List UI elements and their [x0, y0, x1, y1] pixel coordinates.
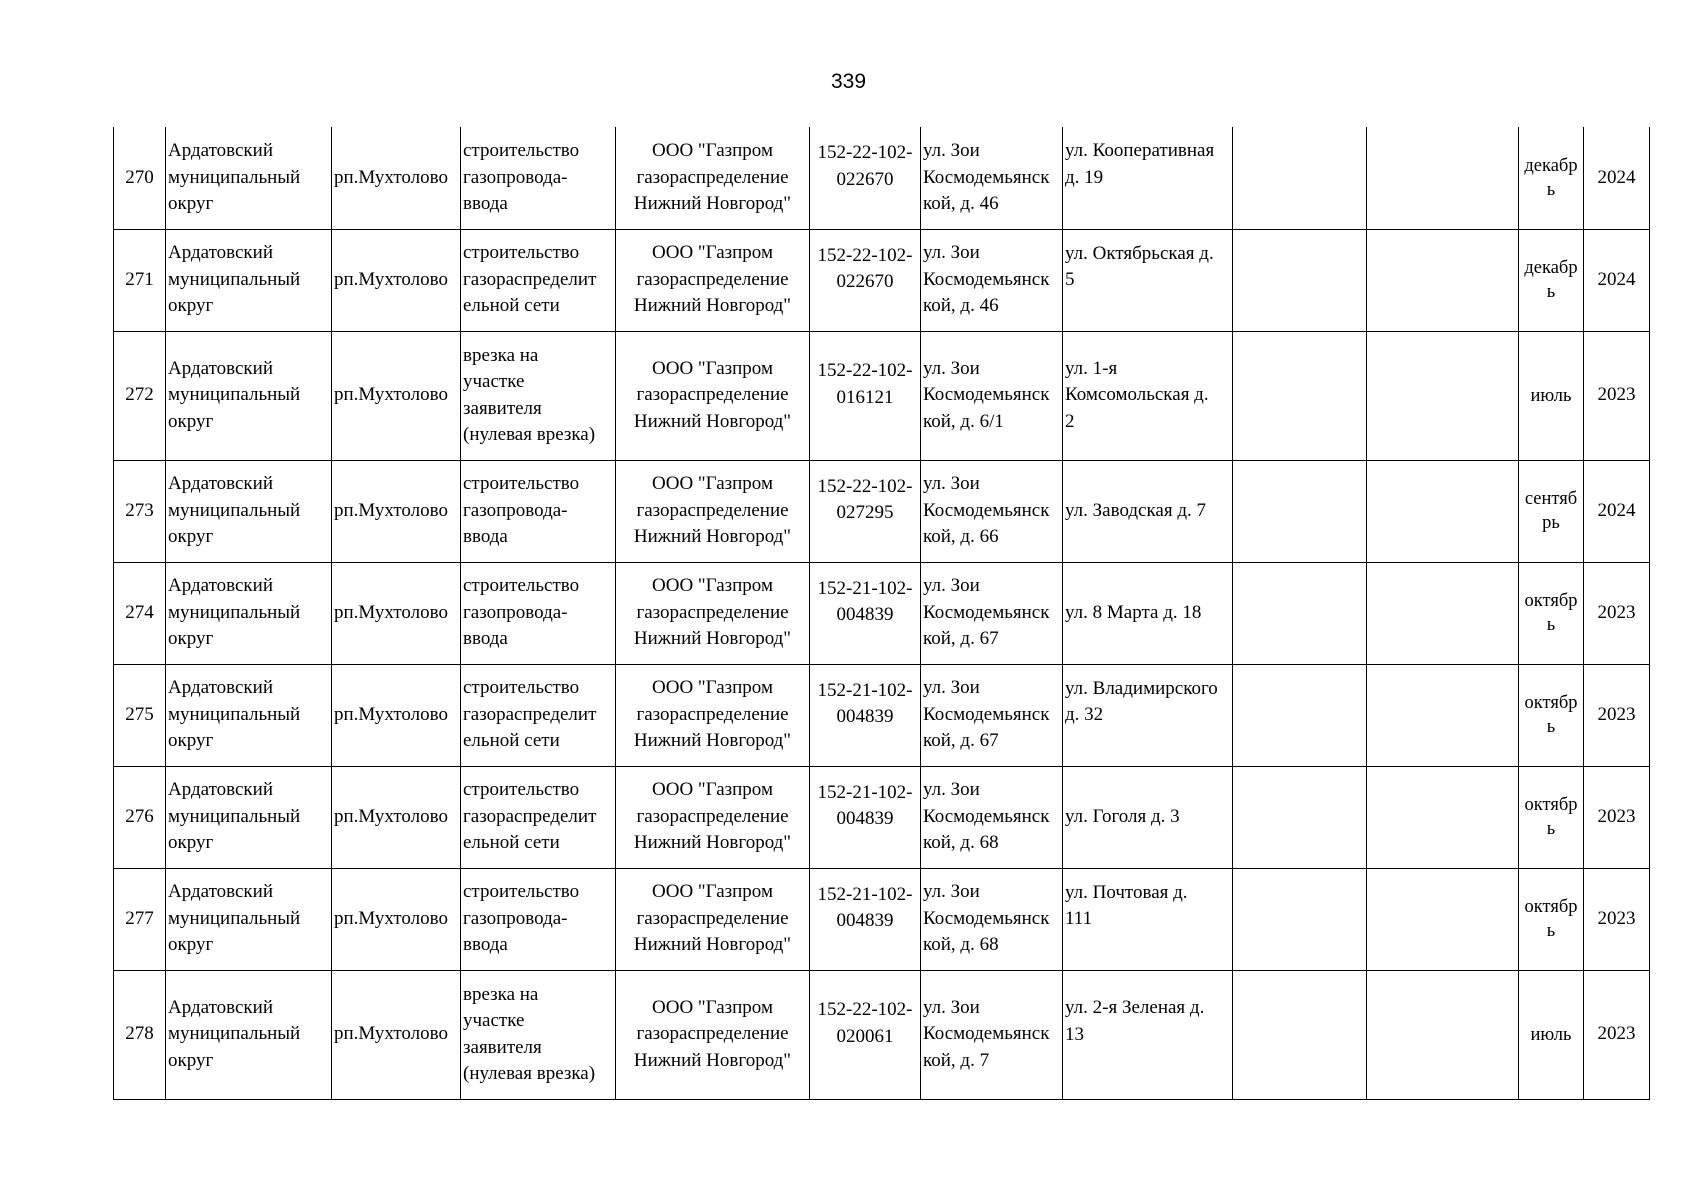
year-cell: [1584, 970, 1650, 1099]
object-address-cell-text: ул. 1-я Комсомольская д. 2: [1065, 357, 1209, 432]
object-address-cell-text: ул. Заводская д. 7: [1065, 499, 1207, 521]
application-code-cell: [810, 331, 921, 460]
year-cell-text: 2023: [1597, 703, 1636, 725]
empty-cell: [1233, 460, 1367, 562]
district-cell-text: Ардатовский муниципальный округ: [168, 473, 301, 548]
empty-cell: [1233, 766, 1367, 868]
work-type-cell: [461, 127, 616, 229]
organization-cell: [616, 970, 810, 1099]
row-number: [114, 970, 166, 1099]
organization-cell-text: ООО "Газпром газораспределение Нижний Новгород": [633, 242, 792, 317]
district-cell-text: Ардатовский муниципальный округ: [168, 575, 301, 650]
organization-cell: [616, 664, 810, 766]
settlement-cell: [332, 970, 461, 1099]
object-address-cell-text: ул. Почтовая д. 111: [1065, 881, 1188, 929]
source-address-cell-text: ул. Зои Космодемьянск кой, д. 6/1: [923, 357, 1050, 432]
organization-cell-text: ООО "Газпром газораспределение Нижний Новгород": [633, 677, 792, 752]
application-code-cell: [810, 868, 921, 970]
organization-cell: [616, 127, 810, 229]
year-cell-text: 2023: [1597, 601, 1636, 623]
organization-cell: [616, 562, 810, 664]
row-number: [114, 460, 166, 562]
source-address-cell: [921, 766, 1063, 868]
work-type-cell: [461, 562, 616, 664]
row-number-text: 274: [125, 601, 154, 623]
organization-cell-text: ООО "Газпром газораспределение Нижний Новгород": [633, 473, 792, 548]
district-cell-text: Ардатовский муниципальный округ: [168, 996, 301, 1071]
source-address-cell-text: ул. Зои Космодемьянск кой, д. 7: [923, 996, 1050, 1071]
table-row: [114, 664, 1650, 766]
table-row: [114, 562, 1650, 664]
year-cell-text: 2024: [1597, 268, 1636, 290]
work-type-cell: [461, 664, 616, 766]
object-address-cell-text: ул. Октябрьская д. 5: [1065, 242, 1214, 290]
month-cell-text: июль: [1530, 385, 1572, 406]
settlement-cell: [332, 562, 461, 664]
month-cell: [1519, 229, 1584, 331]
row-number-text: 271: [125, 268, 154, 290]
row-number-text: 270: [125, 166, 154, 188]
organization-cell: [616, 460, 810, 562]
organization-cell-text: ООО "Газпром газораспределение Нижний Новгород": [633, 575, 792, 650]
district-cell-text: Ардатовский муниципальный округ: [168, 677, 301, 752]
object-address-cell-text: ул. 8 Марта д. 18: [1065, 601, 1202, 623]
empty-cell: [1367, 970, 1519, 1099]
settlement-cell: [332, 460, 461, 562]
district-cell: [166, 868, 332, 970]
month-cell-text: октябр ь: [1524, 897, 1578, 941]
settlement-cell: [332, 766, 461, 868]
settlement-cell: [332, 868, 461, 970]
month-cell-text: декабр ь: [1524, 258, 1578, 302]
settlement-cell-text: рп.Мухтолово: [334, 1023, 448, 1045]
application-code-cell-text: 152-22-102- 020061: [817, 999, 913, 1047]
district-cell: [166, 127, 332, 229]
source-address-cell-text: ул. Зои Космодемьянск кой, д. 67: [923, 677, 1050, 752]
object-address-cell: [1063, 562, 1233, 664]
source-address-cell: [921, 127, 1063, 229]
month-cell: [1519, 766, 1584, 868]
row-number-text: 272: [125, 384, 154, 406]
district-cell: [166, 460, 332, 562]
month-cell: [1519, 331, 1584, 460]
row-number-text: 278: [125, 1023, 154, 1045]
settlement-cell-text: рп.Мухтолово: [334, 499, 448, 521]
application-code-cell-text: 152-22-102- 022670: [817, 244, 913, 292]
object-address-cell-text: ул. Кооперативная д. 19: [1065, 140, 1215, 188]
work-type-cell-text: строительство газораспределит ельной сети: [463, 242, 597, 317]
district-cell: [166, 766, 332, 868]
source-address-cell: [921, 970, 1063, 1099]
settlement-cell-text: рп.Мухтолово: [334, 703, 448, 725]
district-cell: [166, 970, 332, 1099]
row-number-text: 277: [125, 907, 154, 929]
district-cell: [166, 562, 332, 664]
month-cell-text: сентяб рь: [1524, 489, 1578, 533]
application-code-cell-text: 152-22-102- 022670: [817, 142, 913, 190]
page-number: 339: [830, 70, 867, 93]
source-address-cell-text: ул. Зои Космодемьянск кой, д. 68: [923, 881, 1050, 956]
row-number: [114, 664, 166, 766]
settlement-cell: [332, 664, 461, 766]
object-address-cell-text: ул. 2-я Зеленая д. 13: [1065, 997, 1205, 1045]
month-cell-text: октябр ь: [1524, 591, 1578, 635]
work-type-cell-text: врезка на участке заявителя (нулевая врезка): [463, 983, 596, 1084]
table-row: [114, 460, 1650, 562]
object-address-cell: [1063, 970, 1233, 1099]
row-number: [114, 229, 166, 331]
source-address-cell-text: ул. Зои Космодемьянск кой, д. 46: [923, 242, 1050, 317]
empty-cell: [1233, 331, 1367, 460]
application-code-cell-text: 152-22-102- 027295: [817, 475, 913, 523]
source-address-cell-text: ул. Зои Космодемьянск кой, д. 67: [923, 575, 1050, 650]
settlement-cell-text: рп.Мухтолово: [334, 601, 448, 623]
empty-cell: [1367, 664, 1519, 766]
object-address-cell: [1063, 229, 1233, 331]
month-cell-text: июль: [1530, 1024, 1572, 1045]
empty-cell: [1367, 127, 1519, 229]
month-cell: [1519, 664, 1584, 766]
row-number: [114, 868, 166, 970]
month-cell: [1519, 562, 1584, 664]
year-cell: [1584, 562, 1650, 664]
row-number: [114, 331, 166, 460]
district-cell-text: Ардатовский муниципальный округ: [168, 140, 301, 214]
object-address-cell: [1063, 460, 1233, 562]
district-cell: [166, 331, 332, 460]
source-address-cell-text: ул. Зои Космодемьянск кой, д. 66: [923, 473, 1050, 548]
application-code-cell: [810, 229, 921, 331]
work-type-cell: [461, 766, 616, 868]
organization-cell-text: ООО "Газпром газораспределение Нижний Новгород": [633, 779, 792, 854]
table-row: [114, 970, 1650, 1099]
application-code-cell: [810, 562, 921, 664]
district-cell-text: Ардатовский муниципальный округ: [168, 881, 301, 956]
empty-cell: [1367, 460, 1519, 562]
table-row: [114, 331, 1650, 460]
organization-cell-text: ООО "Газпром газораспределение Нижний Новгород": [633, 996, 792, 1071]
organization-cell: [616, 868, 810, 970]
organization-cell-text: ООО "Газпром газораспределение Нижний Новгород": [633, 140, 792, 214]
district-cell-text: Ардатовский муниципальный округ: [168, 357, 301, 432]
application-code-cell: [810, 664, 921, 766]
settlement-cell: [332, 127, 461, 229]
settlement-cell: [332, 229, 461, 331]
settlement-cell-text: рп.Мухтолово: [334, 384, 448, 406]
row-number-text: 275: [125, 703, 154, 725]
application-code-cell-text: 152-21-102- 004839: [817, 679, 913, 727]
application-code-cell-text: 152-21-102- 004839: [817, 577, 913, 625]
year-cell: [1584, 766, 1650, 868]
work-type-cell: [461, 868, 616, 970]
year-cell-text: 2024: [1597, 499, 1636, 521]
work-type-cell: [461, 331, 616, 460]
month-cell: [1519, 127, 1584, 229]
application-code-cell: [810, 766, 921, 868]
empty-cell: [1233, 562, 1367, 664]
work-type-cell-text: строительство газопровода- ввода: [463, 473, 580, 548]
empty-cell: [1233, 127, 1367, 229]
table-row: [114, 868, 1650, 970]
application-code-cell-text: 152-22-102- 016121: [817, 360, 913, 408]
settlement-cell-text: рп.Мухтолово: [334, 907, 448, 929]
year-cell: [1584, 331, 1650, 460]
application-code-cell: [810, 127, 921, 229]
month-cell: [1519, 970, 1584, 1099]
empty-cell: [1233, 868, 1367, 970]
organization-cell: [616, 331, 810, 460]
organization-cell: [616, 766, 810, 868]
empty-cell: [1233, 970, 1367, 1099]
source-address-cell-text: ул. Зои Космодемьянск кой, д. 46: [923, 140, 1050, 214]
empty-cell: [1367, 562, 1519, 664]
application-code-cell: [810, 460, 921, 562]
table-row: [114, 127, 1650, 229]
settlement-cell-text: рп.Мухтолово: [334, 805, 448, 827]
year-cell-text: 2023: [1597, 907, 1636, 929]
row-number: [114, 766, 166, 868]
table-row: [114, 229, 1650, 331]
work-type-cell-text: строительство газораспределит ельной сети: [463, 677, 597, 752]
application-code-cell: [810, 970, 921, 1099]
source-address-cell: [921, 868, 1063, 970]
year-cell-text: 2023: [1597, 1023, 1636, 1045]
year-cell: [1584, 460, 1650, 562]
work-type-cell-text: врезка на участке заявителя (нулевая врезка): [463, 344, 596, 445]
settlement-cell-text: рп.Мухтолово: [334, 166, 448, 188]
month-cell-text: октябр ь: [1524, 795, 1578, 839]
year-cell: [1584, 229, 1650, 331]
empty-cell: [1367, 331, 1519, 460]
row-number-text: 276: [125, 805, 154, 827]
source-address-cell-text: ул. Зои Космодемьянск кой, д. 68: [923, 779, 1050, 854]
empty-cell: [1233, 664, 1367, 766]
year-cell-text: 2023: [1597, 805, 1636, 827]
work-type-cell: [461, 460, 616, 562]
organization-cell-text: ООО "Газпром газораспределение Нижний Новгород": [633, 357, 792, 432]
object-address-cell-text: ул. Гоголя д. 3: [1065, 805, 1180, 827]
district-cell: [166, 664, 332, 766]
month-cell-text: декабр ь: [1524, 155, 1578, 200]
application-code-cell-text: 152-21-102- 004839: [817, 781, 913, 829]
empty-cell: [1367, 229, 1519, 331]
source-address-cell: [921, 562, 1063, 664]
month-cell: [1519, 460, 1584, 562]
district-cell-text: Ардатовский муниципальный округ: [168, 779, 301, 854]
work-type-cell: [461, 229, 616, 331]
work-type-cell-text: строительство газопровода- ввода: [463, 140, 580, 214]
year-cell: [1584, 127, 1650, 229]
source-address-cell: [921, 229, 1063, 331]
object-address-cell: [1063, 127, 1233, 229]
organization-cell-text: ООО "Газпром газораспределение Нижний Новгород": [633, 881, 792, 956]
year-cell-text: 2023: [1597, 384, 1636, 406]
object-address-cell: [1063, 664, 1233, 766]
object-address-cell-text: ул. Владимирского д. 32: [1065, 677, 1218, 725]
object-address-cell: [1063, 868, 1233, 970]
application-code-cell-text: 152-21-102- 004839: [817, 883, 913, 931]
object-address-cell: [1063, 766, 1233, 868]
empty-cell: [1367, 868, 1519, 970]
source-address-cell: [921, 664, 1063, 766]
year-cell-text: 2024: [1597, 166, 1636, 188]
empty-cell: [1233, 229, 1367, 331]
work-type-cell: [461, 970, 616, 1099]
month-cell-text: октябр ь: [1524, 693, 1578, 737]
year-cell: [1584, 664, 1650, 766]
source-address-cell: [921, 331, 1063, 460]
district-cell: [166, 229, 332, 331]
row-number: [114, 127, 166, 229]
object-address-cell: [1063, 331, 1233, 460]
gasification-table: [113, 127, 1650, 1100]
source-address-cell: [921, 460, 1063, 562]
year-cell: [1584, 868, 1650, 970]
work-type-cell-text: строительство газопровода- ввода: [463, 881, 580, 956]
work-type-cell-text: строительство газораспределит ельной сети: [463, 779, 597, 854]
month-cell: [1519, 868, 1584, 970]
settlement-cell-text: рп.Мухтолово: [334, 268, 448, 290]
organization-cell: [616, 229, 810, 331]
work-type-cell-text: строительство газопровода- ввода: [463, 575, 580, 650]
row-number-text: 273: [125, 499, 154, 521]
district-cell-text: Ардатовский муниципальный округ: [168, 242, 301, 317]
empty-cell: [1367, 766, 1519, 868]
settlement-cell: [332, 331, 461, 460]
row-number: [114, 562, 166, 664]
table-row: [114, 766, 1650, 868]
